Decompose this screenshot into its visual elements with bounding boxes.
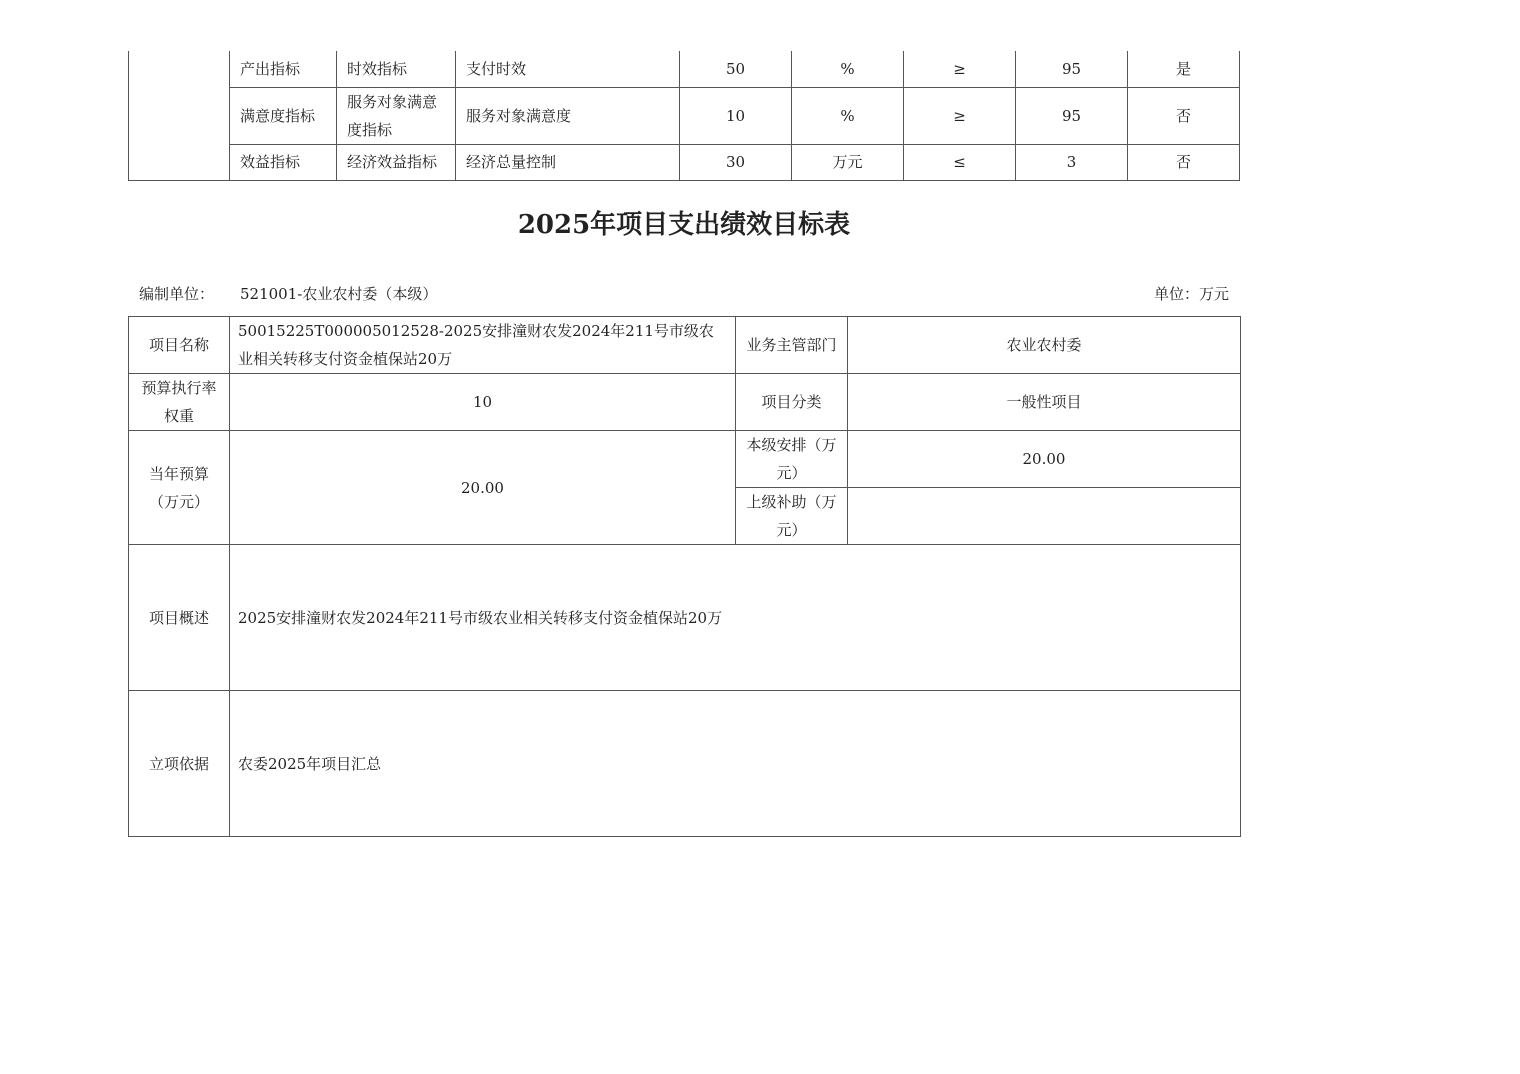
level2-indicator: 时效指标 — [337, 51, 456, 87]
indicator-operator: ≥ — [904, 87, 1016, 144]
basis-label: 立项依据 — [129, 691, 230, 837]
page-title: 2025年项目支出绩效目标表 — [517, 210, 851, 240]
dept-value: 农业农村委 — [848, 317, 1241, 374]
indicator-core: 是 — [1128, 51, 1240, 87]
table-row — [129, 317, 1241, 374]
indicator-table-continued — [128, 51, 1240, 181]
indicator-unit: % — [792, 51, 904, 87]
blank-merged-cell — [129, 51, 230, 180]
table-row — [129, 144, 1240, 180]
indicator-core: 否 — [1128, 87, 1240, 144]
compiling-unit-label: 编制单位： — [139, 285, 215, 303]
indicator-operator: ≤ — [904, 144, 1016, 180]
table-row — [129, 51, 1240, 87]
currency-unit: 单位：万元 — [1153, 285, 1229, 303]
overview-value: 2025安排潼财农发2024年211号市级农业相关转移支付资金植保站20万 — [230, 545, 1241, 691]
indicator-operator: ≥ — [904, 51, 1016, 87]
level2-indicator: 经济效益指标 — [337, 144, 456, 180]
indicator-unit: % — [792, 87, 904, 144]
level1-indicator: 产出指标 — [230, 51, 337, 87]
table-row — [129, 431, 1241, 488]
project-name-label: 项目名称 — [129, 317, 230, 374]
indicator-target: 95 — [1016, 51, 1128, 87]
local-arrangement-value: 20.00 — [848, 431, 1241, 488]
compiling-unit-value: 521001-农业农村委（本级） — [240, 285, 438, 303]
indicator-target: 95 — [1016, 87, 1128, 144]
table-row — [129, 691, 1241, 837]
level1-indicator: 效益指标 — [230, 144, 337, 180]
category-value: 一般性项目 — [848, 374, 1241, 431]
project-performance-table — [128, 316, 1241, 837]
local-arrangement-label: 本级安排（万元） — [736, 431, 848, 488]
level3-indicator: 支付时效 — [456, 51, 680, 87]
indicator-weight: 50 — [680, 51, 792, 87]
category-label: 项目分类 — [736, 374, 848, 431]
budget-value: 20.00 — [230, 431, 736, 545]
project-name-value: 50015225T000005012528-2025安排潼财农发2024年211号市级农业相关转移支付资金植保站20万 — [230, 317, 736, 374]
budget-label: 当年预算（万元） — [129, 431, 230, 545]
upper-subsidy-label: 上级补助（万元） — [736, 488, 848, 545]
level1-indicator: 满意度指标 — [230, 87, 337, 144]
dept-label: 业务主管部门 — [736, 317, 848, 374]
exec-rate-value: 10 — [230, 374, 736, 431]
indicator-weight: 30 — [680, 144, 792, 180]
indicator-unit: 万元 — [792, 144, 904, 180]
level3-indicator: 服务对象满意度 — [456, 87, 680, 144]
table-row — [129, 374, 1241, 431]
indicator-core: 否 — [1128, 144, 1240, 180]
table-row — [129, 87, 1240, 144]
overview-label: 项目概述 — [129, 545, 230, 691]
level2-indicator: 服务对象满意度指标 — [337, 87, 456, 144]
level3-indicator: 经济总量控制 — [456, 144, 680, 180]
indicator-target: 3 — [1016, 144, 1128, 180]
upper-subsidy-value — [848, 488, 1241, 545]
basis-value: 农委2025年项目汇总 — [230, 691, 1241, 837]
table-row — [129, 545, 1241, 691]
exec-rate-label: 预算执行率权重 — [129, 374, 230, 431]
indicator-weight: 10 — [680, 87, 792, 144]
